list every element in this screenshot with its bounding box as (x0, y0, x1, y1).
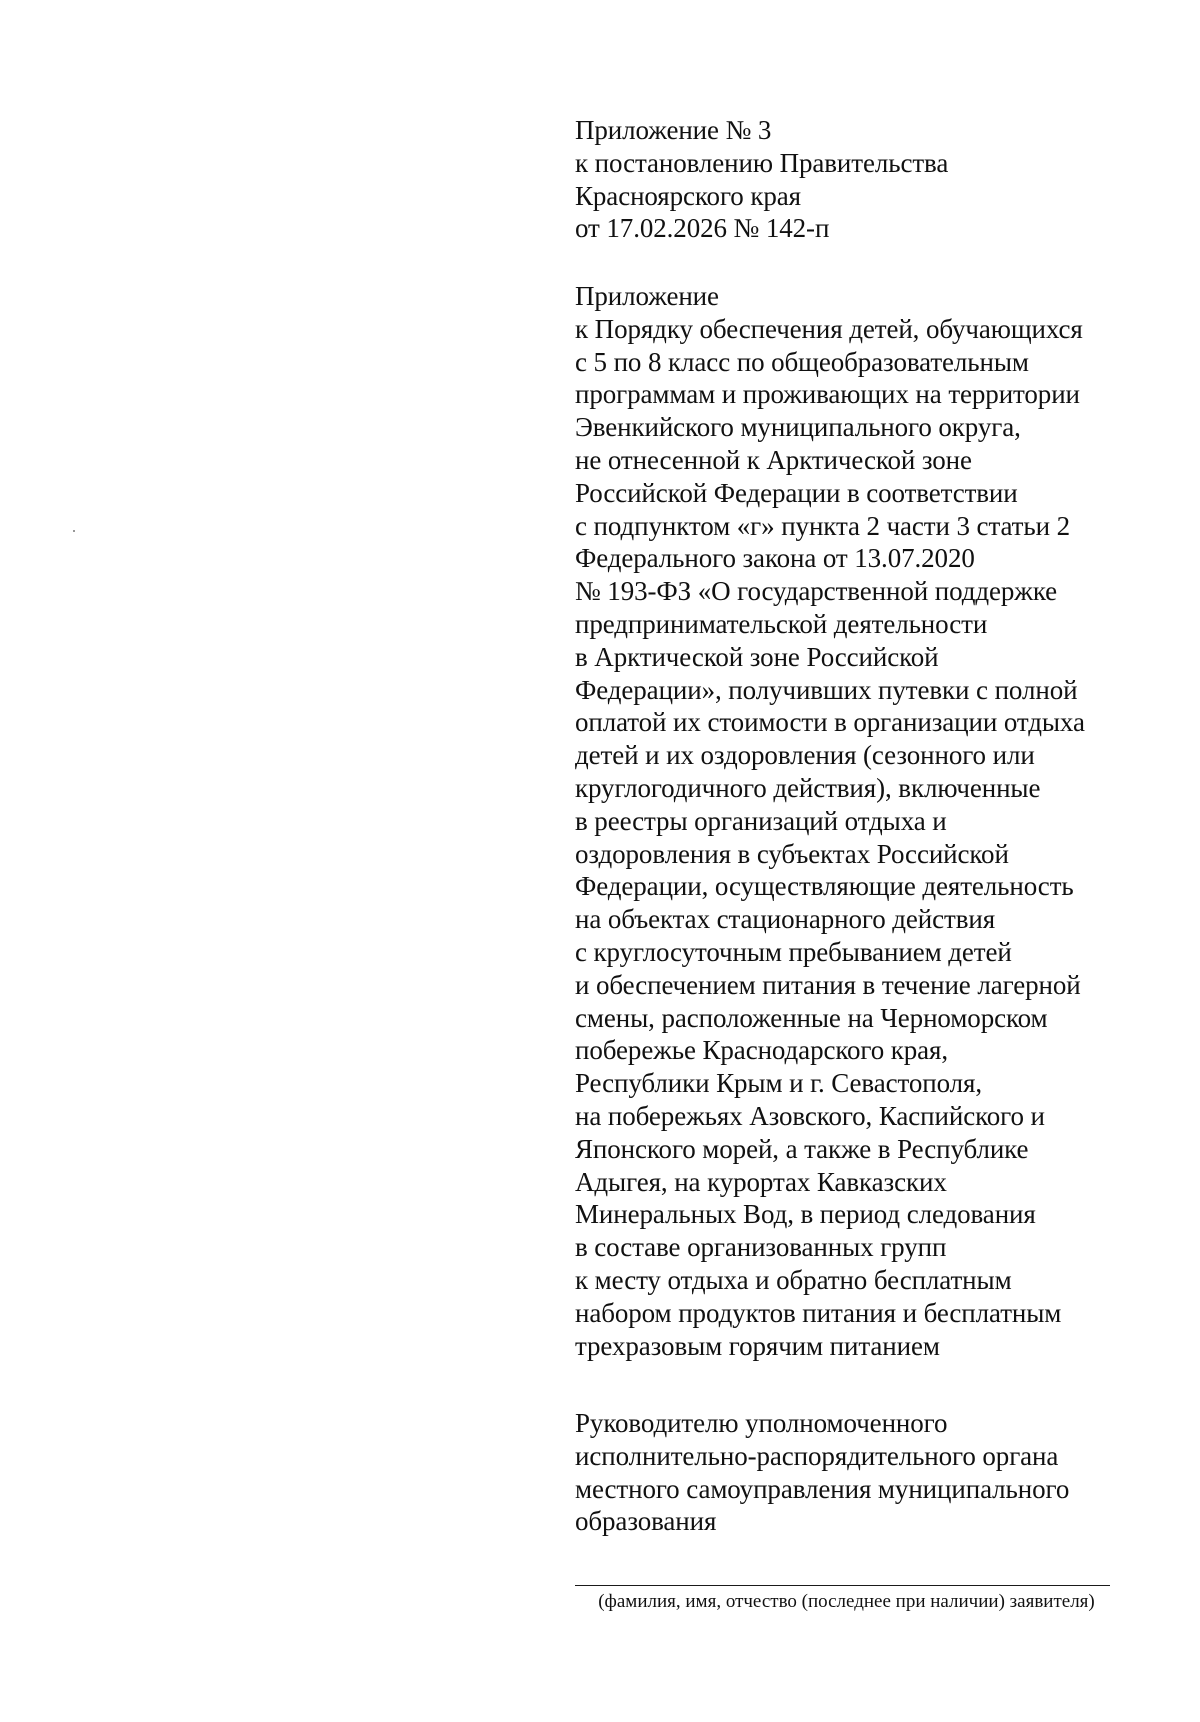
header-line: от 17.02.2026 № 142-п (575, 213, 830, 244)
order-line: трехразовым горячим питанием (575, 1330, 940, 1361)
applicant-name-underline (575, 1585, 1110, 1586)
addressee-line: исполнительно-распорядительного органа (575, 1440, 1059, 1471)
order-line: набором продуктов питания и бесплатным (575, 1297, 1062, 1328)
order-line: Федерации», получивших путевки с полной (575, 674, 1078, 705)
order-line: программам и проживающих на территории (575, 379, 1080, 410)
scan-speck (73, 530, 75, 532)
order-line: в составе организованных групп (575, 1232, 947, 1263)
order-line: с подпунктом «г» пункта 2 части 3 статьи 2 (575, 510, 1070, 541)
order-line: и обеспечением питания в течение лагерной (575, 969, 1081, 1000)
order-line: Адыгея, на курортах Кавказских (575, 1166, 947, 1197)
addressee-block (575, 1407, 1175, 1538)
order-line: Республики Крым и г. Севастополя, (575, 1068, 982, 1099)
addressee-line: Руководителю уполномоченного (575, 1408, 948, 1438)
order-line: оплатой их стоимости в организации отдыха (575, 707, 1085, 738)
header-line: к постановлению Правительства (575, 147, 949, 178)
order-line: Эвенкийского муниципального округа, (575, 412, 1021, 443)
order-line: Федерации, осуществляющие деятельность (575, 871, 1074, 902)
order-line: на объектах стационарного действия (575, 904, 996, 935)
order-line: на побережьях Азовского, Каспийского и (575, 1100, 1045, 1131)
applicant-name-caption: (фамилия, имя, отчество (последнее при наличии) заявителя) (598, 1591, 1095, 1612)
order-line: предпринимательской деятельности (575, 608, 988, 639)
header-line: Красноярского края (575, 180, 801, 211)
appendix-to-order-header (575, 280, 1175, 1362)
order-line: с 5 по 8 класс по общеобразовательным (575, 346, 1029, 377)
order-line: оздоровления в субъектах Российской (575, 838, 1009, 869)
order-line: в Арктической зоне Российской (575, 641, 939, 672)
order-line: к Порядку обеспечения детей, обучающихся (575, 313, 1083, 344)
order-line: с круглосуточным пребыванием детей (575, 936, 1012, 967)
addressee-line: местного самоуправления муниципального (575, 1473, 1070, 1504)
order-line: не отнесенной к Арктической зоне (575, 444, 972, 475)
order-line: детей и их оздоровления (сезонного или (575, 740, 1035, 771)
order-line: № 193-ФЗ «О государственной поддержке (575, 576, 1058, 607)
addressee-line: образования (575, 1506, 717, 1537)
order-line: к месту отдыха и обратно бесплатным (575, 1264, 1012, 1295)
order-line: Федерального закона от 13.07.2020 (575, 543, 975, 574)
order-line: Приложение (575, 281, 719, 311)
order-line: в реестры организаций отдыха и (575, 805, 947, 836)
order-line: Российской Федерации в соответствии (575, 477, 1018, 508)
order-line: круглогодичного действия), включенные (575, 772, 1041, 803)
order-line: побережье Краснодарского края, (575, 1035, 949, 1066)
order-line: Японского морей, а также в Республике (575, 1133, 1029, 1164)
header-line: Приложение № 3 (575, 115, 772, 145)
appendix-3-header (575, 114, 1175, 245)
order-line: Минеральных Вод, в период следования (575, 1199, 1036, 1230)
order-line: смены, расположенные на Черноморском (575, 1002, 1048, 1033)
